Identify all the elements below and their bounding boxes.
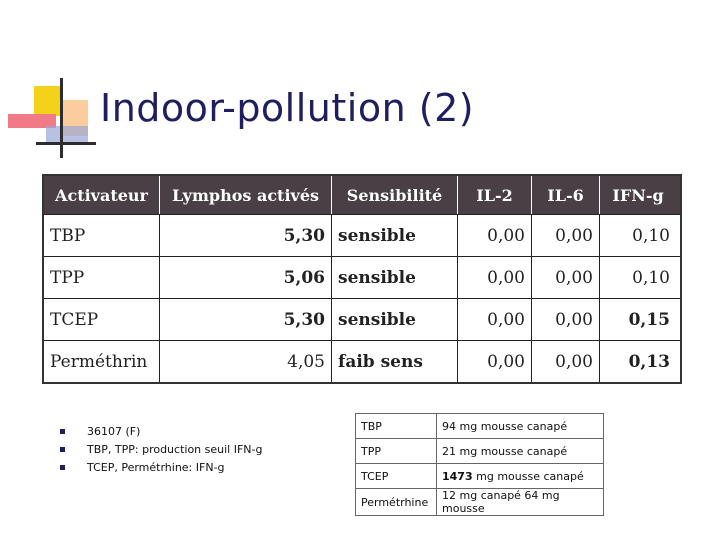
table-row <box>44 214 680 256</box>
bullet-text: 36107 (F) <box>87 424 141 438</box>
logo-vertical-line <box>60 78 63 158</box>
cell-ifng: 0,10 <box>632 225 670 246</box>
bullet-text: TCEP, Permétrhine: IFN-g <box>87 460 225 474</box>
cell-value-bold: 1473 <box>442 469 473 483</box>
list-item <box>60 422 262 440</box>
cell-ifng: 0,10 <box>632 267 670 288</box>
bullet-list <box>60 422 262 476</box>
table-row <box>44 340 680 382</box>
table-row <box>356 414 604 439</box>
cell-label: TCEP <box>356 464 437 489</box>
cell-il6: 0,00 <box>532 215 600 256</box>
table-row <box>356 489 604 516</box>
header-il2: IL-2 <box>458 176 532 214</box>
table-row <box>44 298 680 340</box>
cell-value: mg mousse canapé <box>476 469 584 483</box>
cell-il2: 0,00 <box>458 299 532 340</box>
header-sensibilite: Sensibilité <box>332 176 458 214</box>
bullet-text: TBP, TPP: production seuil IFN-g <box>87 442 263 456</box>
cell-activateur: TPP <box>44 257 160 298</box>
header-lymphos: Lymphos activés <box>160 176 332 214</box>
cell-sensibilite: faib sens <box>332 341 458 382</box>
bullet-square-icon <box>60 447 65 452</box>
cell-label: Permétrhine <box>356 489 437 516</box>
header-activateur: Activateur <box>44 176 160 214</box>
cell-lymphos: 5,30 <box>160 215 332 256</box>
cell-ifng: 0,15 <box>628 309 670 330</box>
cell-il2: 0,00 <box>458 257 532 298</box>
cell-value: 12 mg canapé 64 mg mousse <box>437 489 604 516</box>
cell-label: TBP <box>356 414 437 439</box>
quantity-table <box>355 413 604 516</box>
logo <box>0 0 110 160</box>
page-title: Indoor-pollution (2) <box>100 86 475 130</box>
bullet-square-icon <box>60 429 65 434</box>
list-item <box>60 440 262 458</box>
table-row <box>356 439 604 464</box>
logo-horizontal-line <box>36 142 96 145</box>
header-ifng: IFN-g <box>612 185 664 205</box>
cell-value-wrap <box>437 464 604 489</box>
cell-il6: 0,00 <box>532 257 600 298</box>
cell-il2: 0,00 <box>458 341 532 382</box>
cell-activateur: Perméthrin <box>44 341 160 382</box>
cell-il6: 0,00 <box>532 341 600 382</box>
cell-sensibilite: sensible <box>332 215 458 256</box>
cell-sensibilite: sensible <box>332 257 458 298</box>
cell-value: 21 mg mousse canapé <box>437 439 604 464</box>
header-il6: IL-6 <box>532 176 600 214</box>
list-item <box>60 458 262 476</box>
cell-ifng: 0,13 <box>628 351 670 372</box>
cell-activateur: TBP <box>44 215 160 256</box>
table-row <box>356 464 604 489</box>
cell-lymphos: 5,06 <box>160 257 332 298</box>
cell-value: 94 mg mousse canapé <box>437 414 604 439</box>
bullet-square-icon <box>60 465 65 470</box>
cell-il6: 0,00 <box>532 299 600 340</box>
logo-yellow-square <box>34 86 60 116</box>
cell-activateur: TCEP <box>44 299 160 340</box>
table-header-row <box>44 176 680 214</box>
table-row <box>44 256 680 298</box>
cell-il2: 0,00 <box>458 215 532 256</box>
results-table <box>42 174 682 384</box>
cell-sensibilite: sensible <box>332 299 458 340</box>
cell-lymphos: 5,30 <box>160 299 332 340</box>
cell-label: TPP <box>356 439 437 464</box>
cell-lymphos: 4,05 <box>160 341 332 382</box>
